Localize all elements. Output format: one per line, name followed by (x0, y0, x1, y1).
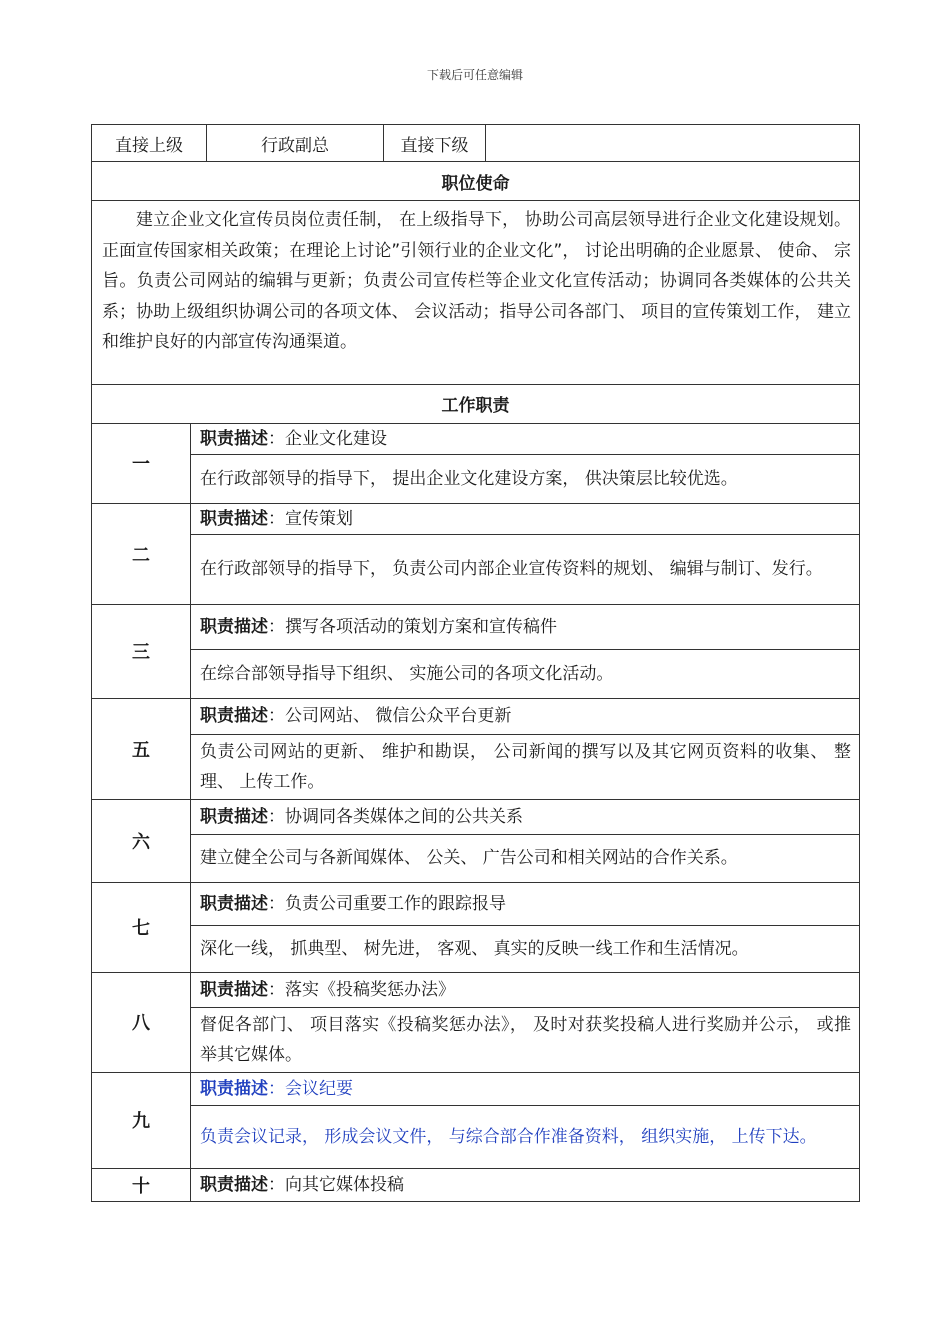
duty-desc (191, 882, 860, 925)
duty-detail: 督促各部门、 项目落实《投稿奖惩办法》， 及时对获奖投稿人进行奖励并公示， 或推举其它媒体。 (191, 1007, 860, 1072)
duty-detail: 负责会议记录， 形成会议文件， 与综合部合作准备资料， 组织实施， 上传下达。 (191, 1105, 860, 1168)
desc-colon: ： (268, 706, 285, 726)
duty-detail: 建立健全公司与各新闻媒体、 公关、 广告公司和相关网站的合作关系。 (191, 834, 860, 882)
mission-cell (92, 201, 860, 385)
duty-row (92, 604, 860, 649)
duty-number: 二 (92, 503, 191, 604)
duty-row (92, 1168, 860, 1201)
desc-colon: ： (268, 1078, 285, 1099)
duty-desc (191, 1072, 860, 1105)
desc-value: 向其它媒体投稿 (285, 1174, 404, 1195)
desc-colon: ： (268, 508, 285, 529)
duty-row (92, 423, 860, 454)
duty-detail: 在综合部领导指导下组织、 实施公司的各项文化活动。 (191, 649, 860, 698)
desc-colon: ： (268, 806, 285, 827)
desc-label: 职责描述 (200, 616, 268, 637)
duty-detail: 负责公司网站的更新、 维护和勘误， 公司新闻的撰写以及其它网页资料的收集、 整理、 上传工作。 (191, 734, 860, 799)
duty-row (92, 1072, 860, 1105)
duty-number: 九 (92, 1072, 191, 1168)
duty-row (92, 698, 860, 734)
duty-detail: 在行政部领导的指导下， 负责公司内部企业宣传资料的规划、 编辑与制订、发行。 (191, 534, 860, 604)
duty-number: 八 (92, 972, 191, 1072)
desc-label: 职责描述 (200, 508, 268, 529)
duty-number: 五 (92, 698, 191, 799)
duty-detail: 深化一线， 抓典型、 树先进， 客观、 真实的反映一线工作和生活情况。 (191, 925, 860, 972)
mission-text: 建立企业文化宣传员岗位责任制， 在上级指导下， 协助公司高层领导进行企业文化建设规划。正面宣传国家相关政策；在理论上讨论”引领行业的企业文化”， 讨论出明确的企业愿景、 使命、 宗旨。负责公司网站的编辑与更新；负责公司宣传栏等企业文化宣传活动；协调同各类媒体的公共关系；协助上级组织协调公司的各项文体、 会议活动；指导公司各部门、 项目的宣传策划工作， 建立和维护良好的内部宣传沟通渠道。 (102, 210, 851, 352)
desc-value: 撰写各项活动的策划方案和宣传稿件 (285, 616, 557, 637)
duty-number: 三 (92, 604, 191, 698)
desc-value: 落实《投稿奖惩办法》 (285, 979, 455, 1000)
desc-label: 职责描述 (200, 979, 268, 1000)
desc-value: 企业文化建设 (285, 428, 387, 449)
desc-colon: ： (268, 979, 285, 1000)
duty-desc (191, 423, 860, 454)
job-description-table (91, 124, 860, 1202)
desc-colon: ： (268, 1174, 285, 1195)
duty-desc (191, 1168, 860, 1201)
duty-desc (191, 503, 860, 534)
desc-label: 职责描述 (200, 428, 268, 449)
duty-detail: 在行政部领导的指导下， 提出企业文化建设方案， 供决策层比较优选。 (191, 454, 860, 503)
desc-label: 职责描述 (200, 1174, 268, 1195)
desc-label: 职责描述 (200, 706, 268, 726)
header-note: 下载后可任意编辑 (426, 68, 523, 82)
superior-value: 行政副总 (207, 125, 384, 162)
duty-number: 一 (92, 423, 191, 503)
subordinate-value (486, 125, 860, 162)
desc-colon: ： (268, 893, 285, 914)
desc-value: 负责公司重要工作的跟踪报导 (285, 893, 506, 914)
mission-title: 职位使命 (92, 162, 860, 201)
desc-value: 宣传策划 (285, 508, 353, 529)
desc-value: 协调同各类媒体之间的公共关系 (285, 806, 523, 827)
duty-number: 六 (92, 799, 191, 882)
duty-number: 七 (92, 882, 191, 972)
top-row (92, 125, 860, 162)
duties-title: 工作职责 (92, 384, 860, 423)
superior-label: 直接上级 (92, 125, 207, 162)
desc-value: 公司网站、 微信公众平台更新 (285, 706, 512, 726)
duty-row (92, 972, 860, 1007)
desc-value: 会议纪要 (285, 1078, 353, 1099)
desc-label: 职责描述 (200, 806, 268, 827)
desc-label: 职责描述 (200, 893, 268, 914)
duty-desc (191, 972, 860, 1007)
desc-colon: ： (268, 428, 285, 449)
duty-desc (191, 698, 860, 734)
duty-row (92, 882, 860, 925)
desc-label: 职责描述 (200, 1078, 268, 1099)
duty-desc (191, 799, 860, 834)
duty-row (92, 799, 860, 834)
duty-desc (191, 604, 860, 649)
subordinate-label: 直接下级 (384, 125, 486, 162)
desc-colon: ： (268, 616, 285, 637)
duty-row (92, 503, 860, 534)
duty-number: 十 (92, 1168, 191, 1201)
